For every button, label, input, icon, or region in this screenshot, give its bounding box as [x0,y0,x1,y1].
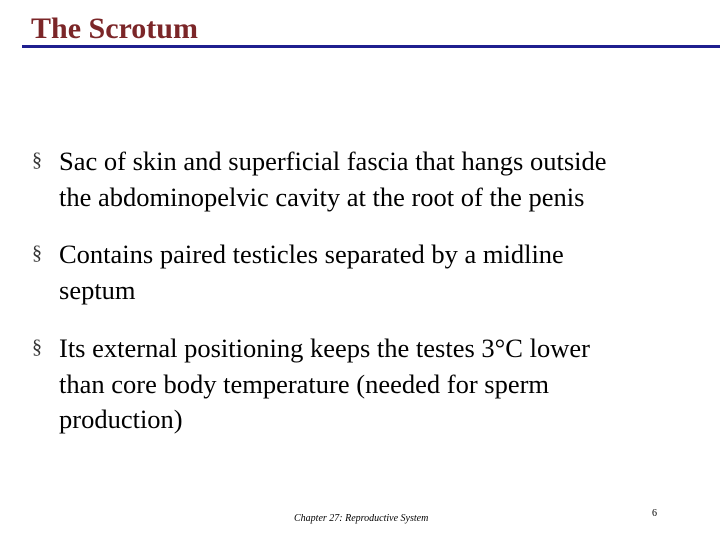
bullet-line: than core body temperature (needed for sperm [59,368,550,399]
page-number: 6 [652,508,657,519]
title-underline [22,45,720,48]
bullet-text [59,237,699,308]
bullet-text [59,144,699,215]
slide-footer: Chapter 27: Reproductive System [294,513,429,524]
bullet-line: the abdominopelvic cavity at the root of the penis [59,181,585,212]
bullet-line: septum [59,274,136,305]
bullet-marker-icon [32,337,46,351]
bullet-line: Sac of skin and superficial fascia that hangs outside [59,146,607,176]
bullet-line: Contains paired testicles separated by a midline [59,239,564,269]
bullet-line: Its external positioning keeps the testes 3°C lower [59,333,590,363]
bullet-marker-icon [32,243,46,257]
slide-title: The Scrotum [31,12,198,45]
bullet-text [59,331,699,438]
bullet-marker-icon [32,150,46,164]
bullet-line: production) [59,404,183,434]
